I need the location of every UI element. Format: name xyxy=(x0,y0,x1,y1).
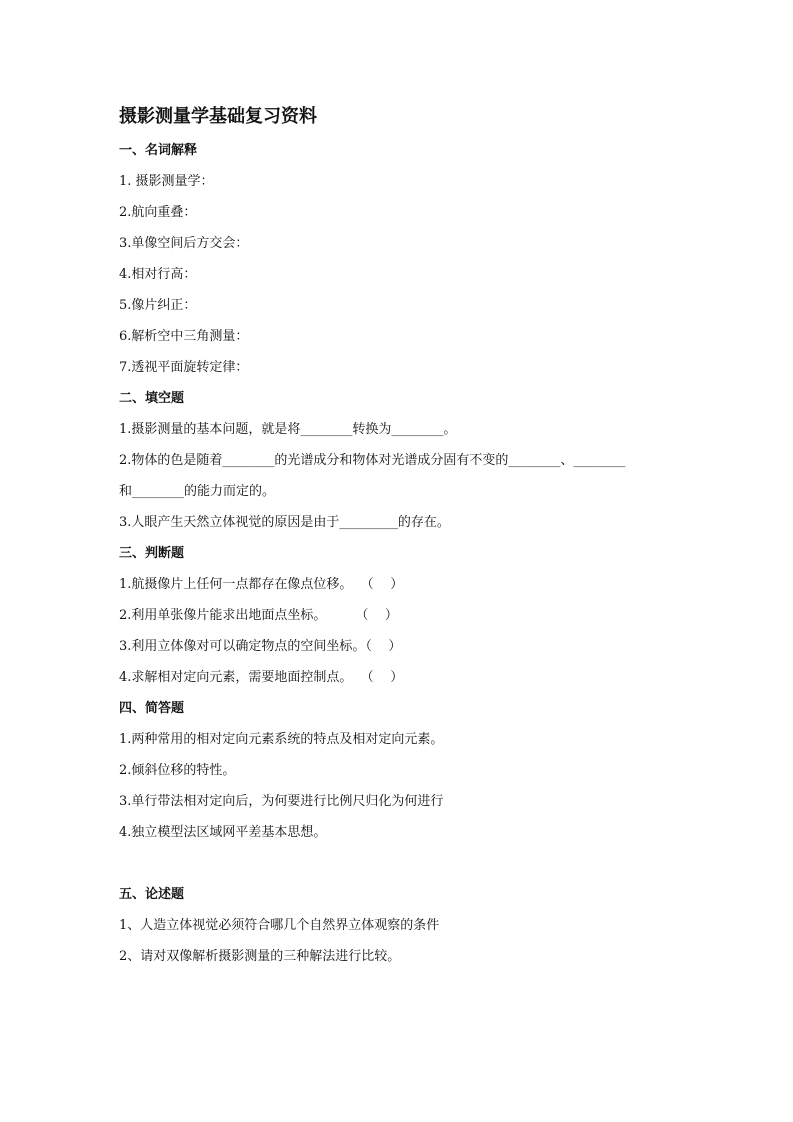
list-item: 1.摄影测量的基本问题，就是将________转换为________。 xyxy=(119,422,457,437)
list-item: 7.透视平面旋转定律： xyxy=(119,360,249,375)
list-item: 4.求解相对定向元素，需要地面控制点。 （ ） xyxy=(119,670,404,685)
list-item: 1.两种常用的相对定向元素系统的特点及相对定向元素。 xyxy=(119,732,444,747)
list-item: 4.相对行高： xyxy=(119,267,197,282)
document-title: 摄影测量学基础复习资料 xyxy=(119,106,317,127)
section-heading: 三、判断题 xyxy=(119,546,185,561)
document-page xyxy=(119,99,679,972)
list-item: 2、请对双像解析摄影测量的三种解法进行比较。 xyxy=(119,949,401,964)
section-heading: 一、名词解释 xyxy=(119,143,198,158)
list-item: 3.利用立体像对可以确定物点的空间坐标。（ ） xyxy=(119,639,402,654)
list-item: 2.利用单张像片能求出地面点坐标。 （ ） xyxy=(119,608,398,623)
list-item: 3.单行带法相对定向后，为何要进行比例尺归化为何进行 xyxy=(119,794,444,809)
list-item: 2.航向重叠： xyxy=(119,205,197,220)
list-item: 4.独立模型法区域网平差基本思想。 xyxy=(119,825,327,840)
list-item: 2.物体的色是随着________的光谱成分和物体对光谱成分固有不变的________、________ xyxy=(119,453,626,468)
list-item: 1.航摄像片上任何一点都存在像点位移。 （ ） xyxy=(119,577,404,592)
list-item: 3.单像空间后方交会： xyxy=(119,236,249,251)
section-heading: 二、填空题 xyxy=(119,391,185,406)
list-item: 3.人眼产生天然立体视觉的原因是由于_________的存在。 xyxy=(119,515,450,530)
list-item: 1、人造立体视觉必须符合哪几个自然界立体观察的条件 xyxy=(119,918,440,933)
list-item: 和________的能力而定的。 xyxy=(119,484,276,499)
list-item: 6.解析空中三角测量： xyxy=(119,329,249,344)
section-heading: 五、论述题 xyxy=(119,887,185,902)
blank-line xyxy=(119,848,679,879)
list-item: 5.像片纠正： xyxy=(119,298,197,313)
list-item: 2.倾斜位移的特性。 xyxy=(119,763,236,778)
list-item: 1. 摄影测量学： xyxy=(119,174,214,189)
section-heading: 四、简答题 xyxy=(119,701,185,716)
